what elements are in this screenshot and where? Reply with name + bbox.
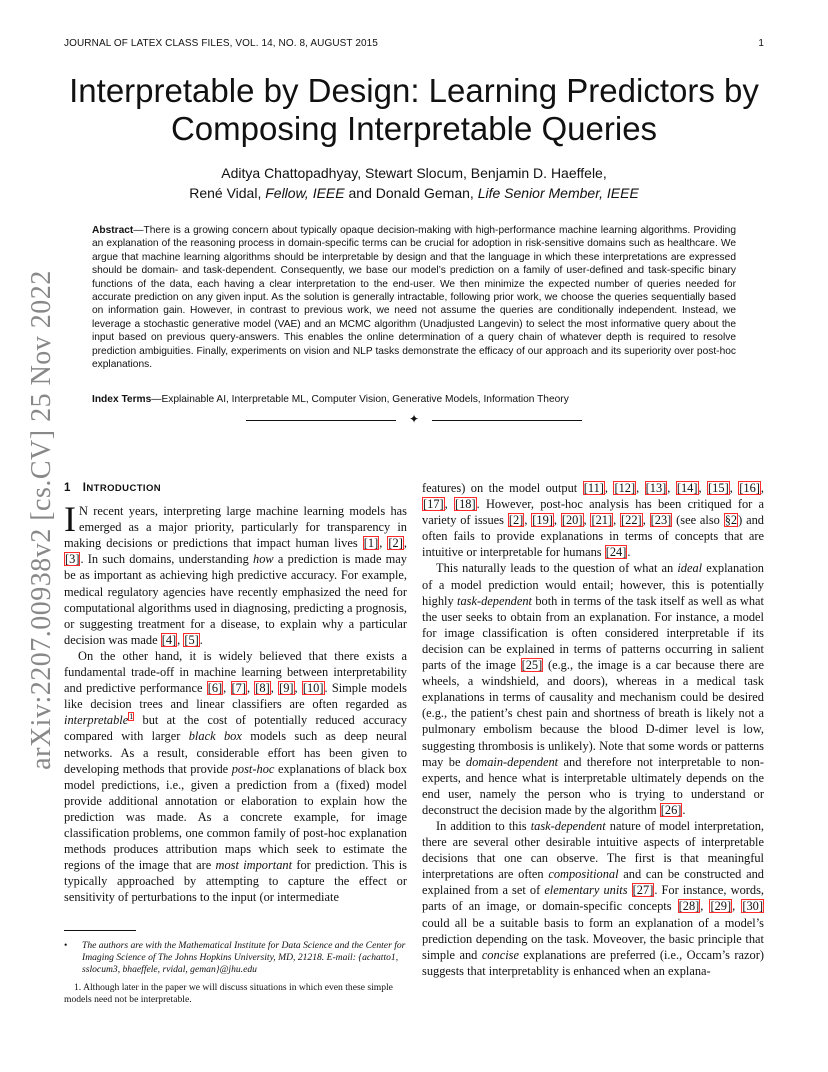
text: (e.g., the image is a car because there are wheels, a windshield, and doors), whereas in a medical task explanations in terms of causality and mechanism could be desired (e.g., the patient’s chest pain and shortness of breath is likely not a pulmonary embolism because the blood D-dimer level is low, suggesting thrombosis is unlikely). Note that some words or patterns may be bbox=[422, 658, 764, 769]
citation-link[interactable]: [19] bbox=[532, 513, 553, 528]
text: In addition to this bbox=[436, 818, 531, 833]
left-column bbox=[64, 480, 407, 905]
text: On the other hand, it is widely believed that there exists a fundamental trade-off in machine learning between interpretability and predictive performance bbox=[64, 648, 407, 696]
citation-link[interactable]: [30] bbox=[742, 899, 763, 914]
text: , bbox=[177, 632, 184, 647]
citation-link[interactable]: [29] bbox=[710, 899, 732, 914]
emphasis: task-dependent bbox=[530, 818, 606, 833]
text: , bbox=[379, 536, 388, 551]
emphasis: ideal bbox=[677, 561, 703, 576]
emphasis: interpretable bbox=[64, 713, 129, 728]
abstract bbox=[92, 224, 736, 371]
citation-link[interactable]: [3] bbox=[65, 552, 80, 567]
citation-link[interactable]: [7] bbox=[231, 681, 246, 696]
emphasis: concise bbox=[481, 947, 519, 962]
text: . bbox=[199, 632, 203, 647]
citation-link[interactable]: [10] bbox=[302, 681, 324, 696]
text: , bbox=[403, 536, 407, 551]
paragraph bbox=[64, 648, 407, 906]
diamond-icon: ✦ bbox=[408, 412, 420, 426]
affiliation-text: The authors are with the Mathematical Institute for Data Science and the Center for Imaging Science of The Johns Hopkins University, MD, 21218. E-mail: {achatto1, sslocum3, bhaeffele, rvidal, geman}@jhu.edu bbox=[82, 940, 406, 975]
affiliation-footnote bbox=[64, 940, 407, 976]
text: , bbox=[732, 899, 742, 914]
citation-link[interactable]: [12] bbox=[614, 481, 636, 495]
text: , bbox=[553, 513, 561, 528]
citation-link[interactable]: [8] bbox=[255, 681, 270, 696]
section-link[interactable]: §2 bbox=[724, 513, 738, 528]
divider-line-right bbox=[432, 420, 582, 421]
citation-link[interactable]: [2] bbox=[508, 513, 524, 528]
footnotes bbox=[64, 940, 407, 1006]
text: N recent years, interpreting large machine learning models has emerged as a major priority, particularly for transparency in making decisions or predictions that impact human lives bbox=[64, 504, 407, 551]
paper-title: Interpretable by Design: Learning Predictors by Composing Interpretable Queries bbox=[69, 72, 759, 147]
paragraph bbox=[64, 499, 408, 648]
citation-link[interactable]: [21] bbox=[591, 513, 613, 528]
citation-link[interactable]: [14] bbox=[676, 481, 698, 495]
emphasis: post-hoc bbox=[231, 761, 275, 776]
text: nature of model interpretation, there are several other desirable intuitive aspects of interpretable decisions that one can observe. The first is that meaningful interpretations are often bbox=[422, 818, 764, 882]
text: , bbox=[667, 481, 676, 495]
footnote-rule bbox=[64, 930, 136, 931]
text: , bbox=[613, 513, 621, 528]
citation-link[interactable]: [24] bbox=[605, 545, 627, 560]
abstract-text: —There is a growing concern about typically opaque decision-making with high-performance machine learning algorithms. Providing an explanation of the reasoning process in domain-specific terms can be crucial for adoption in risk-sensitive domains such as healthcare. We argue that machine learning algorithms should be interpretable by design and that the language in which these interpretations are expressed should be domain- and task-dependent. Consequently, we base our model’s prediction on a family of user-defined and task-specific binary functions of the data, each having a clear interpretation to the end-user. We then minimize the expected number of queries needed for accurate prediction on any given input. As the solution is generally intractable, following prior work, we choose the queries sequentially based on information gain. However, in contrast to previous work, we need not assume the queries are conditionally independent. Instead, we leverage a stochastic generative model (VAE) and an MCMC algorithm (Unadjusted Langevin) to select the most informative query about the input based on previous query-answers. This enables the online determination of a query chain of whatever depth is required to resolve prediction ambiguities. Finally, experiments on vision and NLP tasks demonstrate the efficacy of our approach and its superiority over post-hoc explanations. bbox=[92, 225, 736, 371]
emphasis: domain-dependent bbox=[465, 754, 559, 769]
section-number: 1 bbox=[64, 482, 71, 494]
text: could all be a suitable basis to form an explanation of a model’s prediction depending on the task. Moveover, the basic principle that simple and bbox=[422, 915, 764, 962]
text: , bbox=[223, 681, 231, 696]
bullet-icon: • bbox=[64, 940, 68, 951]
text: , bbox=[604, 481, 614, 495]
author-title: Fellow, IEEE bbox=[265, 185, 345, 201]
text: , bbox=[698, 481, 708, 495]
citation-link[interactable]: [20] bbox=[561, 513, 583, 528]
text: , bbox=[583, 513, 591, 528]
text: , bbox=[444, 497, 454, 512]
text: models such as deep neural networks. As a result, considerable effort has been given to developing methods that provide bbox=[64, 729, 407, 776]
paragraph bbox=[422, 560, 764, 818]
text: . Simple models like decision trees and linear classifiers are often regarded as bbox=[64, 681, 407, 712]
text: , bbox=[729, 481, 739, 495]
author-title: Life Senior Member, IEEE bbox=[477, 185, 639, 201]
emphasis: task-dependent bbox=[457, 593, 533, 608]
page-number: 1 bbox=[758, 38, 764, 49]
text: , bbox=[760, 481, 765, 495]
citation-link[interactable]: [13] bbox=[645, 481, 667, 495]
text: , bbox=[270, 681, 279, 696]
arxiv-stamp-text: arXiv:2207.00938v2 [cs.CV] 25 Nov 2022 bbox=[26, 270, 57, 770]
authors-line-1: Aditya Chattopadhyay, Stewart Slocum, Benjamin D. Haeffele, bbox=[221, 165, 607, 181]
author-name: René Vidal, bbox=[189, 185, 266, 201]
text: ) and often fails to provide explanations in terms of concepts that are intuitive or interpretable for humans bbox=[422, 513, 764, 560]
section-title-rest: NTRODUCTION bbox=[86, 483, 161, 494]
text: and can be constructed and explained from a set of bbox=[422, 867, 764, 898]
abstract-label: Abstract bbox=[92, 225, 134, 236]
citation-link[interactable]: [16] bbox=[739, 481, 760, 495]
text: , bbox=[700, 899, 710, 914]
text: but at the cost of potentially reduced accuracy compared with larger bbox=[64, 713, 407, 744]
emphasis: how bbox=[253, 552, 274, 567]
text: . For instance, words, parts of an image, or domain-specific concepts bbox=[422, 883, 765, 914]
section-divider bbox=[246, 411, 582, 431]
citation-link[interactable]: [25] bbox=[521, 658, 543, 673]
emphasis: black box bbox=[188, 729, 242, 744]
text: , bbox=[246, 681, 255, 696]
citation-link[interactable]: [9] bbox=[279, 681, 294, 696]
index-terms-label: Index Terms bbox=[92, 394, 152, 405]
author-name: and Donald Geman, bbox=[344, 185, 478, 201]
section-title-first: I bbox=[82, 482, 87, 494]
citation-link[interactable]: [2] bbox=[388, 536, 403, 551]
emphasis: compositional bbox=[548, 867, 619, 882]
footnote-link[interactable]: 1 bbox=[129, 712, 134, 722]
text: . However, post-hoc analysis has been critiqued for a variety of issues bbox=[422, 497, 765, 528]
text: . bbox=[682, 802, 686, 817]
text: explanations of black box model predictions, i.e., given a prediction from a (fixed) model provide additional annotation or elaboration to explain how the prediction was made. As a concrete example, for image classification problems, one common family of post-hoc explanation methods produces attribution maps which seek to estimate the regions of the image that are bbox=[64, 761, 407, 873]
citation-link[interactable]: [1] bbox=[363, 536, 379, 551]
text: explanation of a model prediction would entail; however, this is potentially highly bbox=[422, 561, 764, 608]
citation-link[interactable]: [17] bbox=[423, 497, 444, 512]
citation-link[interactable]: [26] bbox=[660, 802, 682, 817]
text: and therefore not interpretable to non-experts, and hence what is interpretable ultimately depends on the end user, namely the person who is trying to understand or deconstruct the decision made by the algorithm bbox=[422, 754, 764, 817]
text: both in terms of the task itself as well as what the user seeks to obtain from an explanation. For instance, a model for image classification is often considered interpretable if its decision can be explained in terms of patterns occurring in salient parts of the image bbox=[422, 593, 765, 673]
text: , bbox=[636, 481, 645, 495]
emphasis: elementary units bbox=[544, 883, 628, 898]
text: (see also bbox=[672, 513, 724, 528]
text: , bbox=[524, 513, 532, 528]
citation-link[interactable]: [22] bbox=[621, 513, 642, 528]
citation-link[interactable]: [28] bbox=[678, 899, 700, 914]
text: features) on the model output bbox=[422, 481, 583, 495]
author-list bbox=[60, 163, 768, 203]
footnote-1: 1. Although later in the paper we will discuss situations in which even these simple models need not be interpretable. bbox=[64, 982, 393, 1005]
citation-link[interactable]: [23] bbox=[650, 513, 672, 528]
index-terms bbox=[92, 393, 736, 406]
citation-link[interactable]: [11] bbox=[583, 481, 604, 495]
divider-line-left bbox=[246, 420, 396, 421]
running-header bbox=[64, 38, 764, 49]
arxiv-stamp bbox=[22, 270, 62, 770]
text: explanations are preferred (i.e., Occam’s razor) suggests that interpretablity is enhanced when an explana- bbox=[422, 947, 764, 978]
text: for prediction. This is typically approached by attempting to capture the effect or sensitivity of perturbations to the input (or intermediate bbox=[64, 858, 407, 905]
citation-link[interactable]: [4] bbox=[161, 632, 177, 647]
text: , bbox=[642, 513, 650, 528]
citation-link[interactable]: [6] bbox=[207, 681, 223, 696]
section-heading bbox=[64, 480, 407, 497]
paragraph bbox=[422, 818, 764, 979]
citation-link[interactable]: [5] bbox=[184, 632, 199, 647]
text: . In such domains, understanding bbox=[80, 552, 254, 567]
index-terms-text: —Explainable AI, Interpretable ML, Computer Vision, Generative Models, Information Theory bbox=[151, 394, 569, 405]
journal-name: JOURNAL OF LATEX CLASS FILES, VOL. 14, NO. 8, AUGUST 2015 bbox=[64, 38, 378, 49]
citation-link[interactable]: [18] bbox=[454, 497, 476, 512]
text: . bbox=[627, 545, 631, 560]
text: , bbox=[294, 681, 302, 696]
authors-line-2 bbox=[60, 183, 768, 203]
emphasis: most important bbox=[215, 858, 293, 873]
right-column bbox=[422, 480, 764, 979]
drop-cap: I bbox=[64, 499, 76, 540]
citation-link[interactable]: [15] bbox=[708, 481, 729, 495]
text: This naturally leads to the question of what an bbox=[436, 561, 678, 576]
text: a prediction is made may be as important as achieving high predictive accuracy. For example, medical regulatory agencies have recently emphasized the need for computational algorithms used in diagnosing, predicting a prognosis, or suggesting treatment for a disease, to explain why a particular decision was made bbox=[64, 552, 408, 647]
paragraph bbox=[422, 480, 764, 560]
citation-link[interactable]: [27] bbox=[632, 883, 654, 898]
